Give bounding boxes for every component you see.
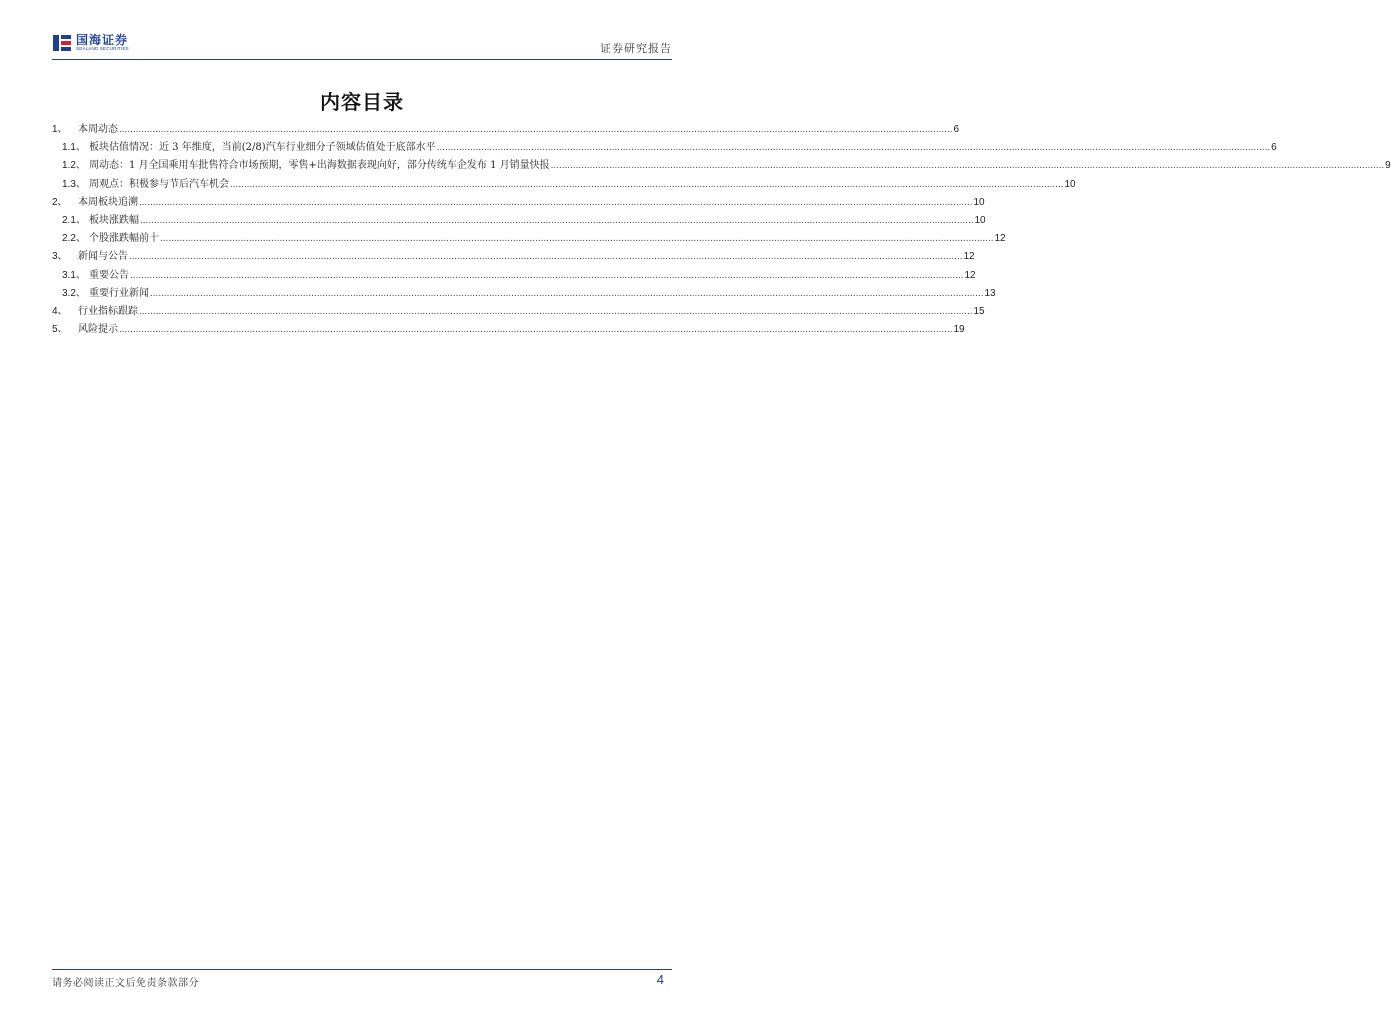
toc-page: 6 (1271, 142, 1277, 154)
toc-entry[interactable] (52, 284, 996, 302)
toc-entry[interactable] (52, 302, 985, 320)
toc-page: 12 (994, 233, 1006, 245)
toc-label: 个股涨跌幅前十 (89, 233, 159, 245)
toc-label: 风险提示 (78, 324, 118, 336)
toc-entry[interactable] (52, 247, 975, 265)
toc-entry[interactable] (52, 229, 1006, 247)
logo-text-cn: 国海证券 (76, 33, 129, 48)
toc-page: 12 (964, 269, 976, 281)
toc-entry[interactable] (52, 193, 985, 211)
report-type: 证券研究报告 (600, 42, 672, 55)
toc-entry[interactable] (52, 320, 965, 338)
logo-text-en: SEALAND SECURITIES (76, 46, 129, 52)
toc-leader: ............................................................................................................................................................................................................................................................................................................ (129, 251, 963, 263)
toc-number: 5、 (52, 324, 68, 336)
toc-entry[interactable] (52, 175, 1076, 193)
toc-leader: ............................................................................................................................................................................................................................................................................................................ (230, 178, 1064, 190)
page-header (52, 28, 672, 58)
toc-leader: ............................................................................................................................................................................................................................................................................................................ (160, 233, 994, 245)
toc-number: 2、 (52, 196, 68, 208)
toc-page: 6 (953, 124, 960, 135)
toc-leader: ............................................................................................................................................................................................................................................................................................................ (139, 305, 973, 317)
toc-number: 1、 (52, 124, 68, 135)
toc-leader: ............................................................................................................................................................................................................................................................................................................ (119, 324, 953, 336)
footer-divider (52, 969, 672, 970)
logo-mark-icon (52, 33, 72, 53)
footer-disclaimer: 请务必阅读正文后免责条款部分 (52, 978, 199, 989)
toc-leader: ............................................................................................................................................................................................................................................................................................................ (550, 160, 1385, 172)
toc-number: 3.1、 (62, 269, 86, 281)
toc-number: 3、 (52, 251, 68, 263)
page-number: 4 (656, 972, 664, 987)
toc-page: 15 (973, 305, 985, 317)
toc-number: 1.3、 (62, 178, 86, 190)
toc-number: 2.2、 (62, 233, 86, 245)
toc-label: 行业指标跟踪 (78, 305, 138, 317)
toc-label: 板块估值情况：近 3 年维度，当前(2/8)汽车行业细分子领域估值处于底部水平 (89, 142, 436, 154)
toc-page: 9 (1385, 160, 1391, 172)
toc-page: 12 (963, 251, 975, 263)
toc-page: 10 (1064, 178, 1076, 190)
company-logo (52, 32, 129, 54)
toc-label: 重要公告 (89, 269, 129, 281)
toc-label: 本周板块追溯 (78, 196, 138, 208)
toc-label: 重要行业新闻 (89, 287, 149, 299)
toc-number: 1.2、 (62, 160, 86, 172)
toc-number: 3.2、 (62, 287, 86, 299)
page-title: 内容目录 (320, 90, 404, 114)
toc-entry[interactable] (52, 156, 1391, 174)
toc-number: 2.1、 (62, 214, 86, 226)
toc-leader: ............................................................................................................................................................................................................................................................................................................ (150, 287, 984, 299)
toc-entry[interactable] (52, 266, 976, 284)
toc-entry[interactable] (52, 120, 960, 138)
toc-label: 板块涨跌幅 (89, 214, 139, 226)
toc-page: 19 (953, 324, 965, 336)
toc-number: 1.1、 (62, 142, 86, 154)
toc-leader: ............................................................................................................................................................................................................................................................................................................ (436, 142, 1271, 154)
toc-page: 10 (974, 214, 986, 226)
toc-entry[interactable] (52, 211, 986, 229)
toc-number: 4、 (52, 305, 68, 317)
table-of-contents (52, 120, 1391, 338)
toc-label: 周动态：1 月全国乘用车批售符合市场预期，零售+出海数据表现向好，部分传统车企发布 1 月销量快报 (89, 160, 550, 172)
toc-label: 本周动态 (78, 124, 118, 135)
toc-label: 周观点：积极参与节后汽车机会 (89, 178, 229, 190)
toc-page: 10 (973, 196, 985, 208)
toc-label: 新闻与公告 (78, 251, 128, 263)
header-divider (52, 59, 672, 60)
toc-page: 13 (984, 287, 996, 299)
toc-leader: ............................................................................................................................................................................................................................................................................................................ (139, 196, 973, 208)
toc-leader: ............................................................................................................................................................................................................................................................................................................ (140, 214, 974, 226)
toc-leader: ............................................................................................................................................................................................................................................................................................................ (119, 124, 953, 135)
toc-leader: ............................................................................................................................................................................................................................................................................................................ (130, 269, 964, 281)
toc-entry[interactable] (52, 138, 1277, 156)
